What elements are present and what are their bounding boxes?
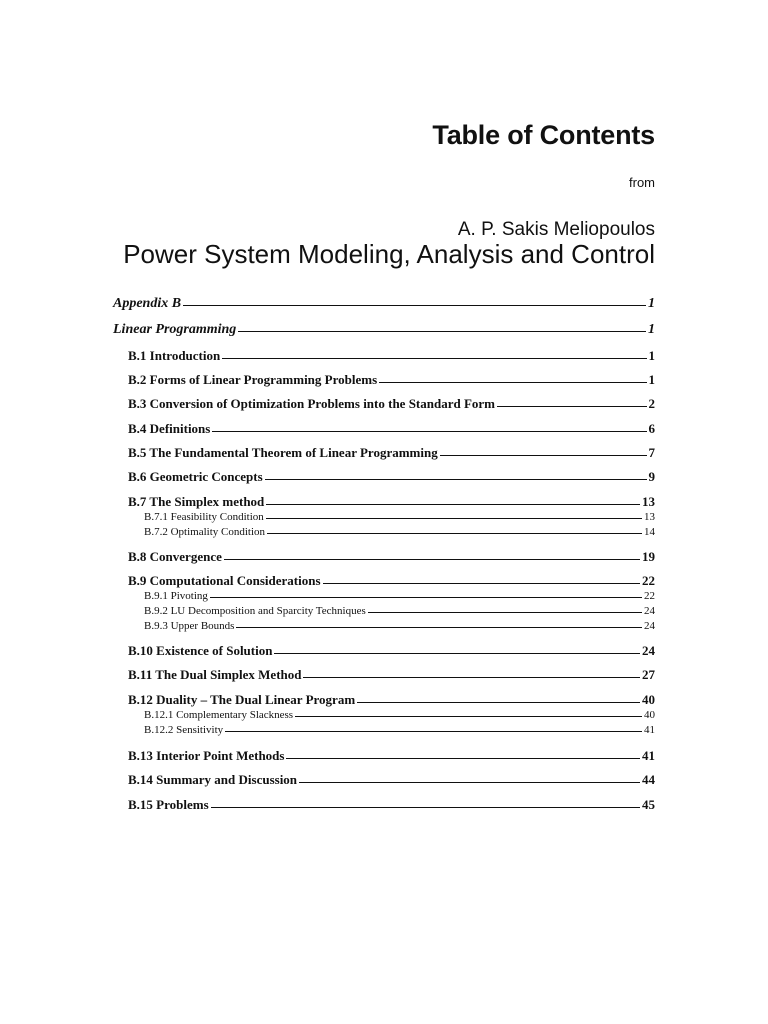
toc-entry-page: 44: [642, 772, 655, 787]
toc-entry-label: B.2 Forms of Linear Programming Problems: [128, 372, 378, 387]
toc-leader-line: [295, 716, 642, 717]
toc-entry[interactable]: [128, 692, 655, 708]
toc-leader-line: [274, 653, 640, 654]
toc-entry-page: 24: [644, 620, 655, 632]
toc-entry-page: 1: [648, 348, 655, 363]
toc-leader-line: [225, 731, 642, 732]
toc-leader-line: [210, 597, 642, 598]
toc-leader-line: [299, 782, 640, 783]
toc-entry[interactable]: [128, 667, 655, 683]
toc-entry-page: 22: [642, 573, 655, 588]
toc-entry[interactable]: [113, 296, 655, 312]
toc-entry-page: 45: [642, 797, 655, 812]
toc-entry[interactable]: [128, 797, 655, 813]
toc-entry-page: 1: [648, 322, 655, 337]
toc-entry-page: 1: [648, 372, 655, 387]
toc-entry-page: 40: [642, 692, 655, 707]
toc-entry-label: Linear Programming: [113, 322, 237, 337]
toc-entry[interactable]: [128, 421, 655, 437]
toc-entry-label: B.12 Duality – The Dual Linear Program: [128, 692, 356, 707]
toc-leader-line: [497, 406, 646, 407]
toc-entry[interactable]: [128, 573, 655, 589]
toc-entry-label: B.12.1 Complementary Slackness: [144, 709, 294, 721]
toc-entry-page: 41: [644, 724, 655, 736]
toc-subentry[interactable]: [144, 590, 655, 602]
toc-leader-line: [267, 533, 642, 534]
toc-entry[interactable]: [128, 772, 655, 788]
toc-entry[interactable]: [128, 549, 655, 565]
toc-subentry[interactable]: [144, 724, 655, 736]
toc-leader-line: [266, 504, 640, 505]
toc-leader-line: [265, 479, 647, 480]
toc-entry-page: 1: [648, 296, 655, 311]
toc-entry-page: 2: [648, 396, 655, 411]
toc-entry[interactable]: [128, 445, 655, 461]
toc-entry[interactable]: [113, 322, 655, 338]
toc-entry-label: B.7.1 Feasibility Condition: [144, 511, 264, 523]
toc-entry[interactable]: [128, 396, 655, 412]
toc-entry-page: 41: [642, 748, 655, 763]
toc-entry-label: B.4 Definitions: [128, 421, 211, 436]
toc-entry-page: 9: [648, 469, 655, 484]
toc-leader-line: [211, 807, 640, 808]
toc-leader-line: [303, 677, 640, 678]
toc-entry[interactable]: [128, 748, 655, 764]
toc-leader-line: [266, 518, 642, 519]
toc-entry-page: 13: [642, 494, 655, 509]
toc-leader-line: [357, 702, 640, 703]
toc-entry-label: B.10 Existence of Solution: [128, 643, 273, 658]
toc-leader-line: [224, 559, 640, 560]
toc-entry[interactable]: [128, 348, 655, 364]
toc-entry-page: 13: [644, 511, 655, 523]
toc-entry[interactable]: [128, 372, 655, 388]
toc-entry-label: B.12.2 Sensitivity: [144, 724, 224, 736]
toc-entry-label: B.7.2 Optimality Condition: [144, 526, 266, 538]
toc-entry[interactable]: [128, 494, 655, 510]
toc-leader-line: [212, 431, 646, 432]
toc-entry-label: B.8 Convergence: [128, 549, 222, 564]
toc-entry-page: 19: [642, 549, 655, 564]
toc-leader-line: [222, 358, 646, 359]
toc-subentry[interactable]: [144, 511, 655, 523]
toc-subentry[interactable]: [144, 709, 655, 721]
toc-entry-label: B.1 Introduction: [128, 348, 221, 363]
toc-entry-page: 14: [644, 526, 655, 538]
toc-entry-label: B.11 The Dual Simplex Method: [128, 667, 302, 682]
toc-entry-label: B.9.2 LU Decomposition and Sparcity Techniques: [144, 605, 366, 617]
toc-entry-label: B.6 Geometric Concepts: [128, 469, 263, 484]
toc-entry-page: 6: [648, 421, 655, 436]
toc-subentry[interactable]: [144, 605, 655, 617]
author-name: A. P. Sakis Meliopoulos: [457, 219, 655, 240]
toc-leader-line: [236, 627, 642, 628]
toc-entry-label: Appendix B: [113, 296, 182, 311]
toc-entry-label: B.14 Summary and Discussion: [128, 772, 298, 787]
toc-leader-line: [238, 331, 646, 332]
from-label: from: [629, 175, 655, 190]
toc-entry-label: B.9.1 Pivoting: [144, 590, 208, 602]
toc-leader-line: [183, 305, 646, 306]
toc-entry-label: B.15 Problems: [128, 797, 209, 812]
toc-entry-label: B.9.3 Upper Bounds: [144, 620, 235, 632]
toc-leader-line: [368, 612, 642, 613]
toc-entry-page: 7: [648, 445, 655, 460]
toc-subentry[interactable]: [144, 526, 655, 538]
toc-entry-page: 24: [642, 643, 655, 658]
toc-entry-label: B.3 Conversion of Optimization Problems into the Standard Form: [128, 396, 496, 411]
toc-leader-line: [323, 583, 641, 584]
toc-entry-label: B.5 The Fundamental Theorem of Linear Programming: [128, 445, 438, 460]
toc-subentry[interactable]: [144, 620, 655, 632]
toc-entry-label: B.9 Computational Considerations: [128, 573, 321, 588]
toc-entry-label: B.13 Interior Point Methods: [128, 748, 285, 763]
toc-leader-line: [440, 455, 647, 456]
toc-entry-label: B.7 The Simplex method: [128, 494, 265, 509]
toc-entry-page: 22: [644, 590, 655, 602]
toc-entry-page: 27: [642, 667, 655, 682]
document-title: Table of Contents: [432, 120, 655, 150]
toc-entry[interactable]: [128, 469, 655, 485]
toc-entry-page: 40: [644, 709, 655, 721]
toc-leader-line: [379, 382, 646, 383]
toc-entry-page: 24: [644, 605, 655, 617]
toc-entry[interactable]: [128, 643, 655, 659]
toc-leader-line: [286, 758, 640, 759]
book-title: Power System Modeling, Analysis and Control: [123, 239, 655, 269]
